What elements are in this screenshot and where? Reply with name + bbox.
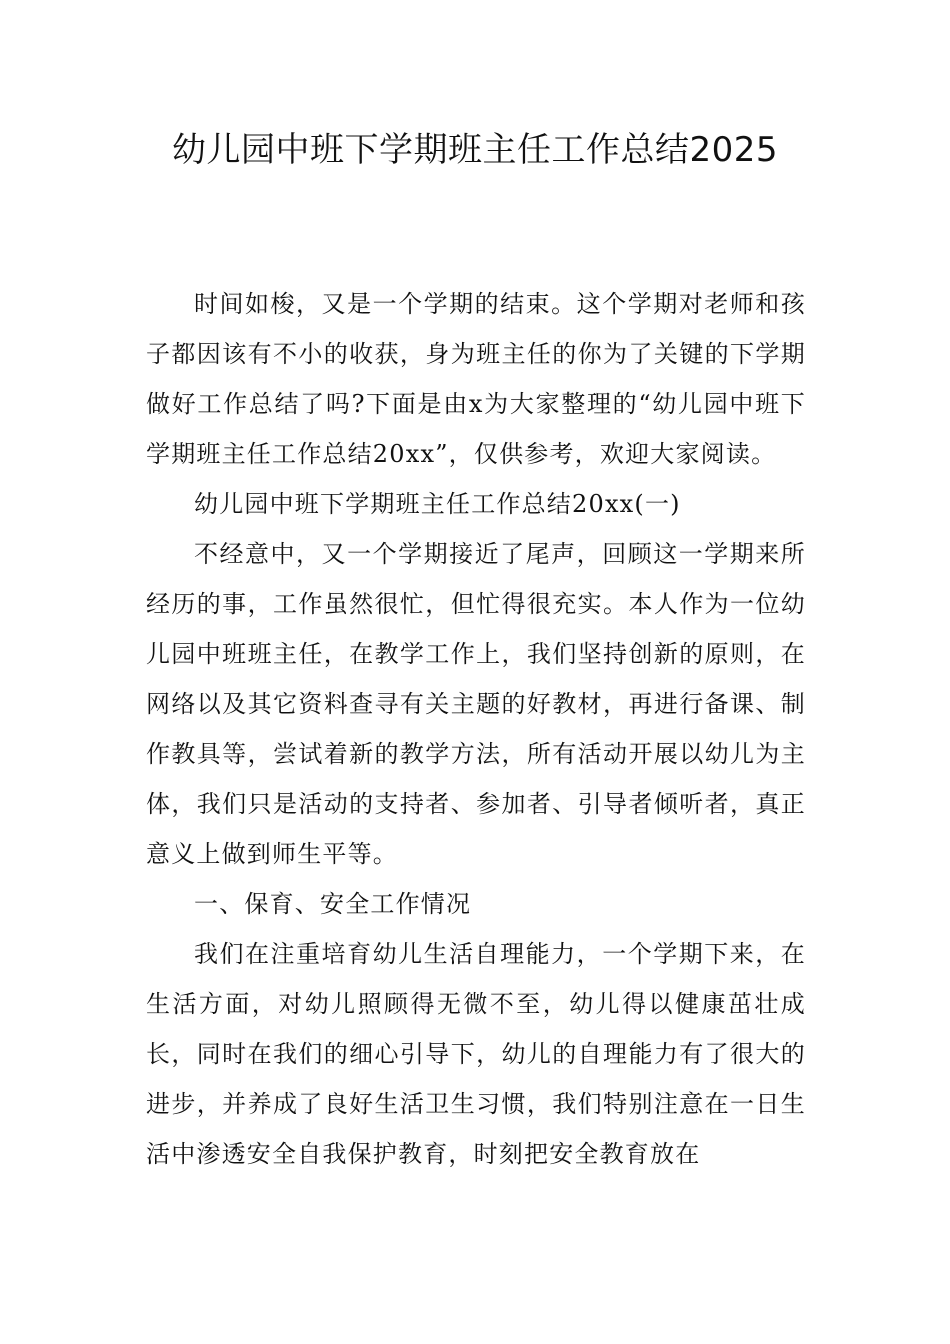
document-title: 幼儿园中班下学期班主任工作总结2025 — [171, 130, 779, 170]
section-heading: 幼儿园中班下学期班主任工作总结20xx(一) — [194, 490, 681, 518]
intro-paragraph: 时间如梭，又是一个学期的结束。这个学期对老师和孩子都因该有不小的收获，身为班主任的你为了关键的下学期做好工作总结了吗?下面是由x为大家整理的“幼儿园中班下学期班主任工作总结20xx”，仅供参考，欢迎大家阅读。 — [146, 290, 806, 468]
subsection-heading: 一、保育、安全工作情况 — [194, 890, 472, 918]
body-paragraph: 不经意中，又一个学期接近了尾声，回顾这一学期来所经历的事，工作虽然很忙，但忙得很充实。本人作为一位幼儿园中班班主任，在教学工作上，我们坚持创新的原则，在网络以及其它资料查寻有关主题的好教材，再进行备课、制作教具等，尝试着新的教学方法，所有活动开展以幼儿为主体，我们只是活动的支持者、参加者、引导者倾听者，真正意义上做到师生平等。 — [146, 540, 806, 868]
body-paragraph: 我们在注重培育幼儿生活自理能力，一个学期下来，在生活方面，对幼儿照顾得无微不至，幼儿得以健康茁壮成长，同时在我们的细心引导下，幼儿的自理能力有了很大的进步，并养成了良好生活卫生习惯，我们特别注意在一日生活中渗透安全自我保护教育，时刻把安全教育放在 — [146, 940, 806, 1168]
document-body — [146, 279, 806, 1179]
